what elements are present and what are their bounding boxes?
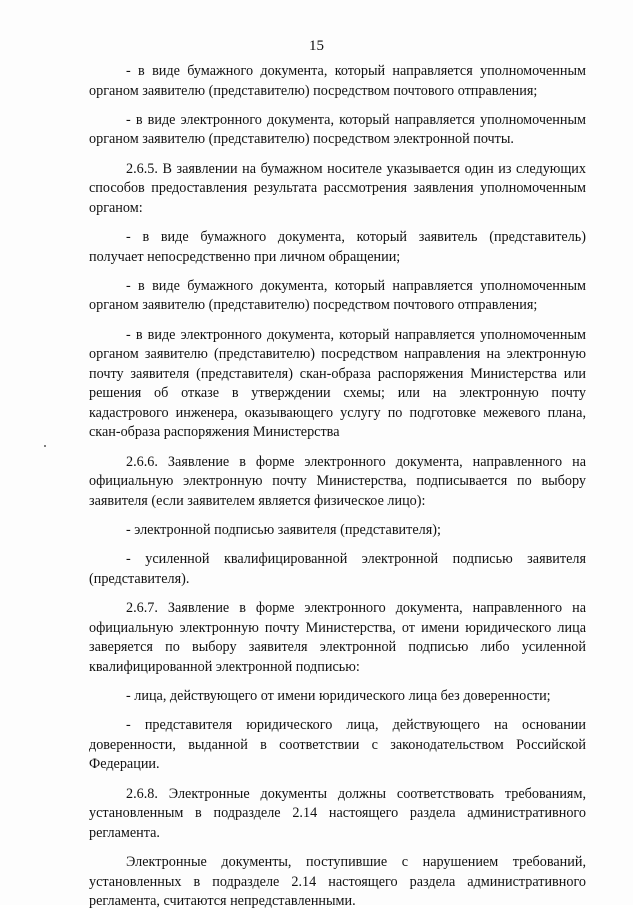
paragraph-without-power-of-attorney: - лица, действующего от имени юридического лица без доверенности; [126, 687, 551, 704]
paragraph-paper-by-mail: - в виде бумажного документа, который направляется уполномоченным органом заявителю (представителю) посредством почтового отправления; [89, 63, 586, 99]
page-number: 15 [309, 38, 324, 54]
paragraph-legal-representative: - представителя юридического лица, действующего на основании доверенности, выданной в соответствии с законодательством Российской Федерации. [89, 717, 586, 773]
paragraph-2-6-5: 2.6.5. В заявлении на бумажном носителе указывается один из следующих способов предоставления результата рассмотрения заявления уполномоченным органом: [89, 160, 586, 216]
paragraph-electronic-scan: - в виде электронного документа, который направляется уполномоченным органом заявителю (представителю) посредством направления на электронную почту заявителя (представителя) скан-образа распоряжения Министерства или решения об отказе в утверждении схемы; или на электронную почту кадастрового инженера, оказывающего услугу по подготовке межевого плана, скан-образа распоряжения Министерства [89, 326, 586, 441]
paragraph-2-6-7: 2.6.7. Заявление в форме электронного документа, направленного на официальную электронную почту Министерства, от имени юридического лица заверяется по выбору заявителя электронной подписью либо усиленной квалифицированной электронной подписью: [89, 600, 586, 675]
paragraph-paper-in-person: - в виде бумажного документа, который заявитель (представитель) получает непосредственно при личном обращении; [89, 228, 586, 265]
paragraph-2-6-6: 2.6.6. Заявление в форме электронного документа, направленного на официальную электронную почту Министерства, подписывается по выбору заявителя (если заявителем является физическое лицо): [89, 453, 586, 509]
paragraph-paper-by-mail-2: - в виде бумажного документа, который направляется уполномоченным органом заявителю (представителю) посредством почтового отправления; [89, 277, 586, 314]
scan-speck [44, 445, 46, 447]
paragraph-unrepresented-documents: Электронные документы, поступившие с нарушением требований, установленных в подразделе 2.14 настоящего раздела административного регламента, считаются непредставленными. [89, 853, 586, 910]
paragraph-electronic-signature: - электронной подписью заявителя (представителя); [126, 522, 441, 539]
paragraph-qualified-signature: - усиленной квалифицированной электронной подписью заявителя (представителя). [89, 551, 586, 587]
paragraph-electronic-by-email: - в виде электронного документа, который направляется уполномоченным органом заявителю (представителю) посредством электронной почты. [89, 111, 586, 148]
document-body [89, 62, 586, 921]
paragraph-2-6-8: 2.6.8. Электронные документы должны соответствовать требованиям, установленным в подразделе 2.14 настоящего раздела административного регламента. [89, 785, 586, 841]
